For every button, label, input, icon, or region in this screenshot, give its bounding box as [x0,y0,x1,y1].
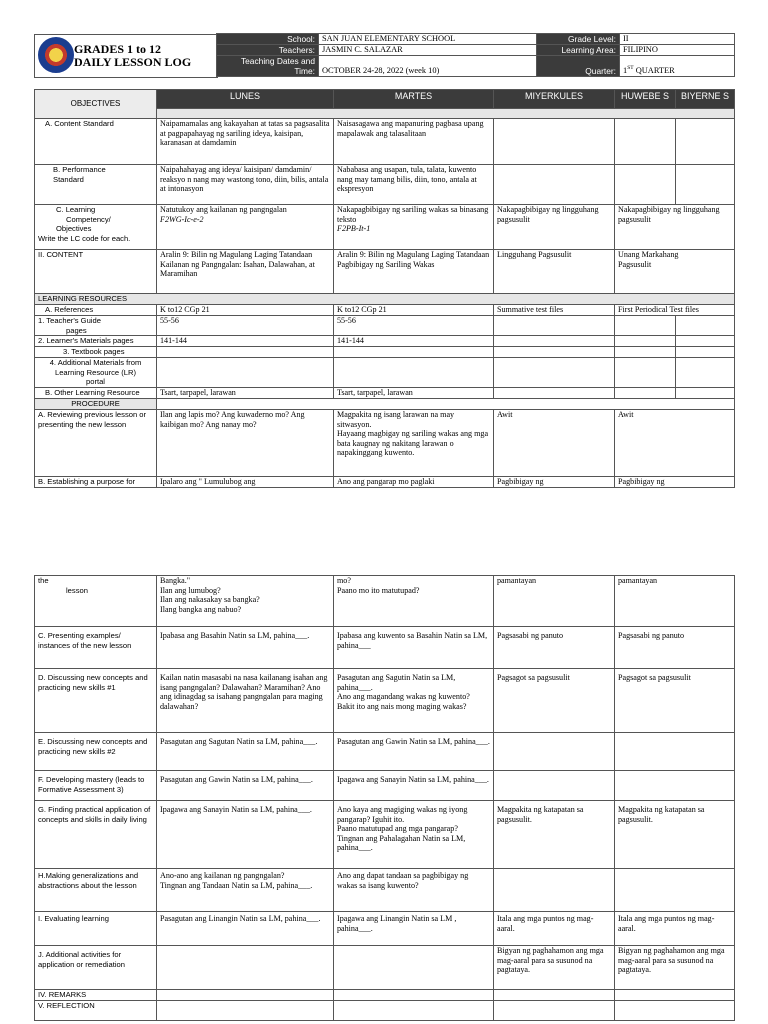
row-label: V. REFLECTION [35,1001,157,1021]
cell-thu: Awit [615,410,735,477]
cell-mon: 141-144 [157,336,334,347]
cell-thu [615,336,676,347]
cell-wed [494,336,615,347]
dates-label [217,56,319,77]
row-label: F. Developing mastery (leads to Formative Assessment 3) [35,771,157,801]
cell-mon [157,205,334,250]
cell-wed: Pagsasabi ng panuto [494,627,615,669]
cell-wed [494,733,615,771]
cell-mon: Kailan natin masasabi na nasa kailanang isahan ang isang pangngalan? Dalawahan? Maramihan? Ano ang idinagdag sa isahang pangngalan para maging dalawahan? [157,669,334,733]
quarter-label: Quarter: [537,56,620,77]
lc-code: F2WG-Ic-e-2 [160,214,204,224]
row-label: 3. Textbook pages [35,347,157,358]
cell-wed: Pagsagot sa pagsusulit [494,669,615,733]
cell-wed: Pagbibigay ng [494,477,615,488]
tg-label-1: 1. Teacher's Guide [38,316,101,325]
quarter-superscript: ST [627,65,634,72]
row-label: J. Additional activities for application or remediation [35,946,157,990]
school-label: School: [217,34,319,45]
row-label: H.Making generalizations and abstractions about the lesson [35,869,157,912]
cell-mon: Bangka." Ilan ang lumubog? Ilan ang nakasakay sa bangka? Ilang bangka ang nabuo? [157,576,334,627]
cell-wed [494,165,615,205]
procedure-blank [157,399,735,410]
row-label [35,358,157,388]
cell-wed [494,316,615,336]
competency-label-4: Write the LC code for each. [38,233,131,243]
school-value: SAN JUAN ELEMENTARY SCHOOL [319,34,537,45]
cell-thu [615,733,735,771]
cell-tue [334,347,494,358]
cell-wed [494,869,615,912]
cell-thu [615,119,676,165]
cell-tue [334,946,494,990]
row-label: D. Discussing new concepts and practicing new skills #1 [35,669,157,733]
cell-fri [676,336,735,347]
cell-tue [334,1001,494,1021]
cell-wed: Nakapagbibigay ng lingguhang pagsusulit [494,205,615,250]
objectives-heading: OBJECTIVES [35,90,157,119]
row-label: E. Discussing new concepts and practicing new skills #2 [35,733,157,771]
cell-thu [615,316,676,336]
title-line-2: DAILY LESSON LOG [74,55,192,69]
cell-tue [334,205,494,250]
cell-tue: Aralin 9: Bilin ng Magulang Laging Tatandaan Pagbibigay ng Sariling Wakas [334,250,494,294]
cell-wed [494,119,615,165]
row-label [35,205,157,250]
cell-thu: Magpakita ng katapatan sa pagsusulit. [615,801,735,869]
cell-mon [157,347,334,358]
cell-tue: Pasagutan ang Sagutin Natin sa LM, pahina___. Ano ang magandang wakas ng kuwento? Bakit ito ang nais mong maging wakas? [334,669,494,733]
row-label: B. Establishing a purpose for [35,477,157,488]
row-label: G. Finding practical application of concepts and skills in daily living [35,801,157,869]
cell-mon: Naipamamalas ang kakayahan at tatas sa pagsasalita at pagpapahayag ng sariling ideya, kaisipan, karanasan at damdamin [157,119,334,165]
cell-tue: Ano ang pangarap mo paglaki [334,477,494,488]
row-label: I. Evaluating learning [35,912,157,946]
cell-tue: Ipabasa ang kuwento sa Basahin Natin sa LM, pahina___ [334,627,494,669]
cell-tue [334,358,494,388]
cell-fri [676,119,735,165]
dates-value: OCTOBER 24-28, 2022 (week 10) [319,56,537,77]
row-label: 2. Learner's Materials pages [35,336,157,347]
day-header-fri: BIYERNE S [676,90,735,109]
day-header-mon: LUNES [157,90,334,109]
addl-label-1: 4. Additional Materials from [49,358,142,367]
cell-wed: Magpakita ng katapatan sa pagsusulit. [494,801,615,869]
cell-tue: K to12 CGp 21 [334,305,494,316]
cell-thu [615,771,735,801]
section-procedure: PROCEDURE [35,399,157,410]
cell-thu [615,388,676,399]
cell-mon: Ilan ang lapis mo? Ang kuwaderno mo? Ang kaibigan mo? Ang nanay mo? [157,410,334,477]
cell-tue: Pasagutan ang Gawin Natin sa LM, pahina___. [334,733,494,771]
dates-label-line-1: Teaching Dates and [240,56,315,66]
cell-thu [615,165,676,205]
cell-mon: Ipagawa ang Sanayin Natin sa LM, pahina___. [157,801,334,869]
cell-fri [676,316,735,336]
addl-label-2: Learning Resource (LR) [54,367,137,377]
cell-mon: Ano-ano ang kailanan ng pangngalan? Tingnan ang Tandaan Natin sa LM, pahina___. [157,869,334,912]
cell-thu: Pagsasabi ng panuto [615,627,735,669]
quarter-text: QUARTER [633,66,675,75]
cell-mon: Aralin 9: Bilin ng Magulang Laging Tatandaan Kailanan ng Pangngalan: Isahan, Dalawahan, at Maramihan [157,250,334,294]
cell-mon [157,1001,334,1021]
cell-tue [334,990,494,1001]
cell-wed [494,347,615,358]
area-label: Learning Area: [537,45,620,56]
section-learning-resources: LEARNING RESOURCES [35,294,735,305]
cell-thu [615,1001,735,1021]
cell-mon: Naipahahayag ang ideya/ kaisipan/ damdamin/ reaksyo n nang may wastong tono, diin, bilis, antala at intonasyon [157,165,334,205]
quarter-number: 1 [623,66,628,75]
cell-wed: pamantayan [494,576,615,627]
cell-wed [494,388,615,399]
cell-wed: Itala ang mga puntos ng mag-aaral. [494,912,615,946]
area-value: FILIPINO [620,45,735,56]
cell-tue: Tsart, tarpapel, larawan [334,388,494,399]
grade-value: II [620,34,735,45]
day-header-thu: HUWEBE S [615,90,676,109]
row-label: B. Performance Standard [35,165,157,205]
cell-mon: Pasagutan ang Linangin Natin sa LM, pahina___. [157,912,334,946]
competency-text: Nakapagbibigay ng sariling wakas sa binasang teksto [337,205,489,224]
cell-wed: Bigyan ng paghahamon ang mga mag-aaral para sa susunod na pagtataya. [494,946,615,990]
addl-label-3: portal [86,377,105,386]
day-header-wed: MIYERKULES [494,90,615,109]
cell-mon: 55-56 [157,316,334,336]
cell-thu: First Periodical Test files [615,305,735,316]
cell-tue: Nababasa ang usapan, tula, talata, kuwento nang may tamang bilis, diin, tono, antala at ekspresyon [334,165,494,205]
cell-wed: Awit [494,410,615,477]
cell-mon: K to12 CGp 21 [157,305,334,316]
cell-wed: Summative test files [494,305,615,316]
row-label: C. Presenting examples/ instances of the new lesson [35,627,157,669]
row-label: IV. REMARKS [35,990,157,1001]
cell-fri [676,358,735,388]
cell-thu: Pagsagot sa pagsusulit [615,669,735,733]
lesson-table-part-2 [34,575,735,1021]
cell-thu [615,990,735,1001]
cell-mon [157,990,334,1001]
cell-thu [615,869,735,912]
cell-mon [157,946,334,990]
cell-thu: Bigyan ng paghahamon ang mga mag-aaral para sa susunod na pagtataya. [615,946,735,990]
cell-wed [494,358,615,388]
cell-thu [615,347,676,358]
purpose-label-1: the [38,576,49,585]
cell-thu: Unang Markahang Pagsusulit [615,250,735,294]
day-header-band [157,109,735,119]
cell-tue: 141-144 [334,336,494,347]
teacher-label: Teachers: [217,45,319,56]
row-label: B. Other Learning Resource [35,388,157,399]
cell-mon: Tsart, tarpapel, larawan [157,388,334,399]
cell-tue: Ano ang dapat tandaan sa pagbibigay ng wakas sa isang kuwento? [334,869,494,912]
lesson-table-part-1 [34,89,735,488]
cell-mon: Ipalaro ang " Lumulubog ang [157,477,334,488]
cell-mon: Pasagutan ang Gawin Natin sa LM, pahina___. [157,771,334,801]
cell-tue: Ano kaya ang magiging wakas ng iyong pangarap? Iguhit ito. Paano matutupad ang mga pangarap? Tingnan ang Pahalagahan Natin sa LM, pahina___. [334,801,494,869]
cell-wed [494,1001,615,1021]
tg-label-2: pages [66,325,87,335]
document-title [74,43,191,69]
cell-wed: Lingguhang Pagsusulit [494,250,615,294]
cell-tue: Ipagawa ang Linangin Natin sa LM , pahina___. [334,912,494,946]
cell-thu: pamantayan [615,576,735,627]
cell-mon: Ipabasa ang Basahin Natin sa LM, pahina___. [157,627,334,669]
deped-seal-icon [38,37,74,73]
cell-wed [494,990,615,1001]
cell-fri [676,388,735,399]
row-label: II. CONTENT [35,250,157,294]
cell-tue: Ipagawa ang Sanayin Natin sa LM, pahina___. [334,771,494,801]
teacher-value: JASMIN C. SALAZAR [319,45,537,56]
quarter-value [620,56,735,77]
competency-label-3: Objectives [56,224,92,233]
row-label: A. References [35,305,157,316]
header-info-table [216,33,735,77]
dates-label-line-2: Time: [294,66,315,76]
cell-tue: mo? Paano mo ito matutupad? [334,576,494,627]
day-header-tue: MARTES [334,90,494,109]
competency-text: Natutukoy ang kailanan ng pangngalan [160,205,287,214]
cell-thu: Nakapagbibigay ng lingguhang pagsusulit [615,205,735,250]
cell-tue: Naisasagawa ang mapanuring pagbasa upang mapalawak ang talasalitaan [334,119,494,165]
cell-wed [494,771,615,801]
cell-mon: Pasagutan ang Sagutan Natin sa LM, pahina___. [157,733,334,771]
cell-mon [157,358,334,388]
cell-tue: 55-56 [334,316,494,336]
grade-label: Grade Level: [537,34,620,45]
row-label: A. Reviewing previous lesson or presenting the new lesson [35,410,157,477]
cell-thu [615,358,676,388]
row-label [35,316,157,336]
title-line-1: GRADES 1 to 12 [74,42,162,56]
cell-fri [676,165,735,205]
cell-tue: Magpakita ng isang larawan na may sitwasyon. Hayaang magbigay ng sariling wakas ang mga bata kaugnay ng nakitang larawan o napakinggang kuwento. [334,410,494,477]
cell-fri [676,347,735,358]
lc-code: F2PB-It-1 [337,224,371,233]
competency-label-1: C. Learning [56,205,96,214]
row-label [35,576,157,627]
row-label: A. Content Standard [35,119,157,165]
cell-thu: Itala ang mga puntos ng mag-aaral. [615,912,735,946]
cell-thu: Pagbibigay ng [615,477,735,488]
purpose-label-2: lesson [66,585,88,595]
competency-label-2: Competency/ [66,214,111,224]
